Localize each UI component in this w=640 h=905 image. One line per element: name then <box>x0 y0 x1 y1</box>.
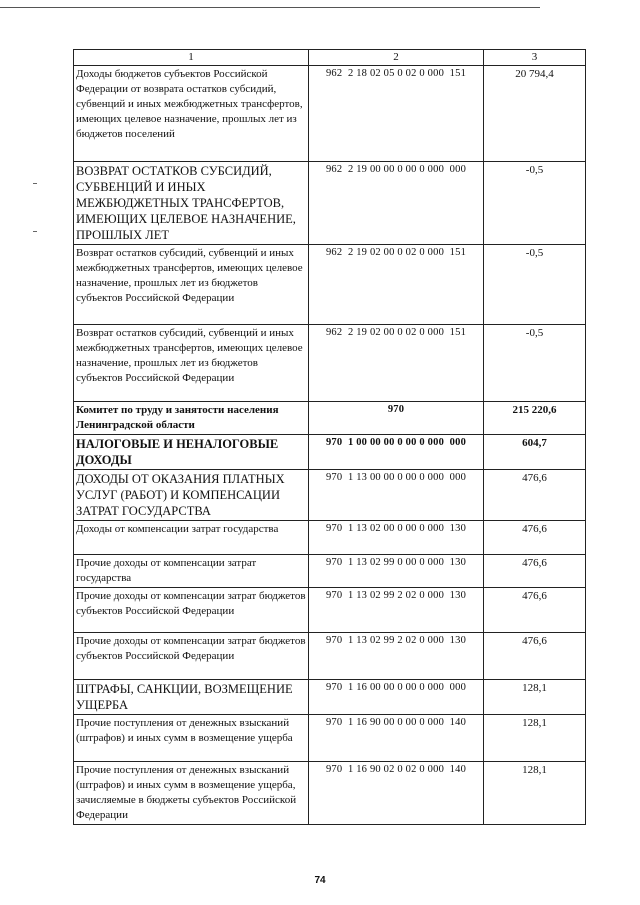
table-row <box>74 245 586 325</box>
column-header: 3 <box>484 50 586 66</box>
name-cell: Прочие поступления от денежных взысканий (штрафов) и иных сумм в возмещение ущерба, зачисляемые в бюджеты субъектов Российской Федерации <box>74 762 309 825</box>
margin-tick <box>33 231 37 232</box>
code-cell: 970 1 13 02 99 0 00 0 000 130 <box>309 555 484 588</box>
code-cell: 970 1 13 00 00 0 00 0 000 000 <box>309 470 484 521</box>
value-cell: 215 220,6 <box>484 402 586 435</box>
page-number: 74 <box>314 875 326 886</box>
table-row <box>74 521 586 555</box>
code-cell: 970 1 13 02 99 2 02 0 000 130 <box>309 633 484 680</box>
name-cell: Прочие поступления от денежных взысканий (штрафов) и иных сумм в возмещение ущерба <box>74 715 309 762</box>
value-cell: 476,6 <box>484 555 586 588</box>
table-row <box>74 588 586 633</box>
name-cell: НАЛОГОВЫЕ И НЕНАЛОГОВЫЕ ДОХОДЫ <box>74 435 309 470</box>
name-cell: ВОЗВРАТ ОСТАТКОВ СУБСИДИЙ, СУБВЕНЦИЙ И ИНЫХ МЕЖБЮДЖЕТНЫХ ТРАНСФЕРТОВ, ИМЕЮЩИХ ЦЕЛЕВОЕ НАЗНАЧЕНИЕ, ПРОШЛЫХ ЛЕТ <box>74 162 309 245</box>
table-row <box>74 633 586 680</box>
table-row <box>74 325 586 402</box>
value-cell: 476,6 <box>484 588 586 633</box>
code-cell: 962 2 18 02 05 0 02 0 000 151 <box>309 66 484 162</box>
value-cell: 128,1 <box>484 715 586 762</box>
value-cell: 476,6 <box>484 521 586 555</box>
name-cell: Прочие доходы от компенсации затрат бюджетов субъектов Российской Федерации <box>74 633 309 680</box>
code-cell: 970 1 13 02 00 0 00 0 000 130 <box>309 521 484 555</box>
value-cell: -0,5 <box>484 325 586 402</box>
name-cell: Доходы бюджетов субъектов Российской Федерации от возврата остатков субсидий, субвенций и иных межбюджетных трансфертов, имеющих целевое назначение, прошлых лет из бюджетов поселений <box>74 66 309 162</box>
name-cell: Возврат остатков субсидий, субвенций и иных межбюджетных трансфертов, имеющих целевое назначение, прошлых лет из бюджетов субъектов Российской Федерации <box>74 245 309 325</box>
value-cell: 476,6 <box>484 633 586 680</box>
table-row <box>74 715 586 762</box>
value-cell: 20 794,4 <box>484 66 586 162</box>
name-cell: Прочие доходы от компенсации затрат бюджетов субъектов Российской Федерации <box>74 588 309 633</box>
code-cell: 970 <box>309 402 484 435</box>
code-cell: 970 1 16 90 00 0 00 0 000 140 <box>309 715 484 762</box>
value-cell: -0,5 <box>484 162 586 245</box>
code-cell: 970 1 16 90 02 0 02 0 000 140 <box>309 762 484 825</box>
table-row <box>74 470 586 521</box>
name-cell: Комитет по труду и занятости населения Ленинградской области <box>74 402 309 435</box>
code-cell: 962 2 19 02 00 0 02 0 000 151 <box>309 325 484 402</box>
table-row <box>74 762 586 825</box>
name-cell: Доходы от компенсации затрат государства <box>74 521 309 555</box>
margin-tick <box>33 183 37 184</box>
table-row <box>74 162 586 245</box>
table-row <box>74 680 586 715</box>
table-row <box>74 66 586 162</box>
code-cell: 962 2 19 02 00 0 02 0 000 151 <box>309 245 484 325</box>
code-cell: 970 1 00 00 00 0 00 0 000 000 <box>309 435 484 470</box>
table-header-row <box>74 50 586 66</box>
name-cell: Прочие доходы от компенсации затрат государства <box>74 555 309 588</box>
column-header: 1 <box>74 50 309 66</box>
value-cell: 604,7 <box>484 435 586 470</box>
name-cell: Возврат остатков субсидий, субвенций и иных межбюджетных трансфертов, имеющих целевое назначение, прошлых лет из бюджетов субъектов Российской Федерации <box>74 325 309 402</box>
table-row <box>74 435 586 470</box>
top-rule <box>0 7 540 8</box>
table-row <box>74 402 586 435</box>
name-cell: ШТРАФЫ, САНКЦИИ, ВОЗМЕЩЕНИЕ УЩЕРБА <box>74 680 309 715</box>
column-header: 2 <box>309 50 484 66</box>
value-cell: 128,1 <box>484 680 586 715</box>
value-cell: 128,1 <box>484 762 586 825</box>
table-body <box>74 66 586 825</box>
budget-table <box>73 49 586 825</box>
value-cell: -0,5 <box>484 245 586 325</box>
value-cell: 476,6 <box>484 470 586 521</box>
name-cell: ДОХОДЫ ОТ ОКАЗАНИЯ ПЛАТНЫХ УСЛУГ (РАБОТ) И КОМПЕНСАЦИИ ЗАТРАТ ГОСУДАРСТВА <box>74 470 309 521</box>
code-cell: 970 1 13 02 99 2 02 0 000 130 <box>309 588 484 633</box>
code-cell: 962 2 19 00 00 0 00 0 000 000 <box>309 162 484 245</box>
code-cell: 970 1 16 00 00 0 00 0 000 000 <box>309 680 484 715</box>
table-row <box>74 555 586 588</box>
